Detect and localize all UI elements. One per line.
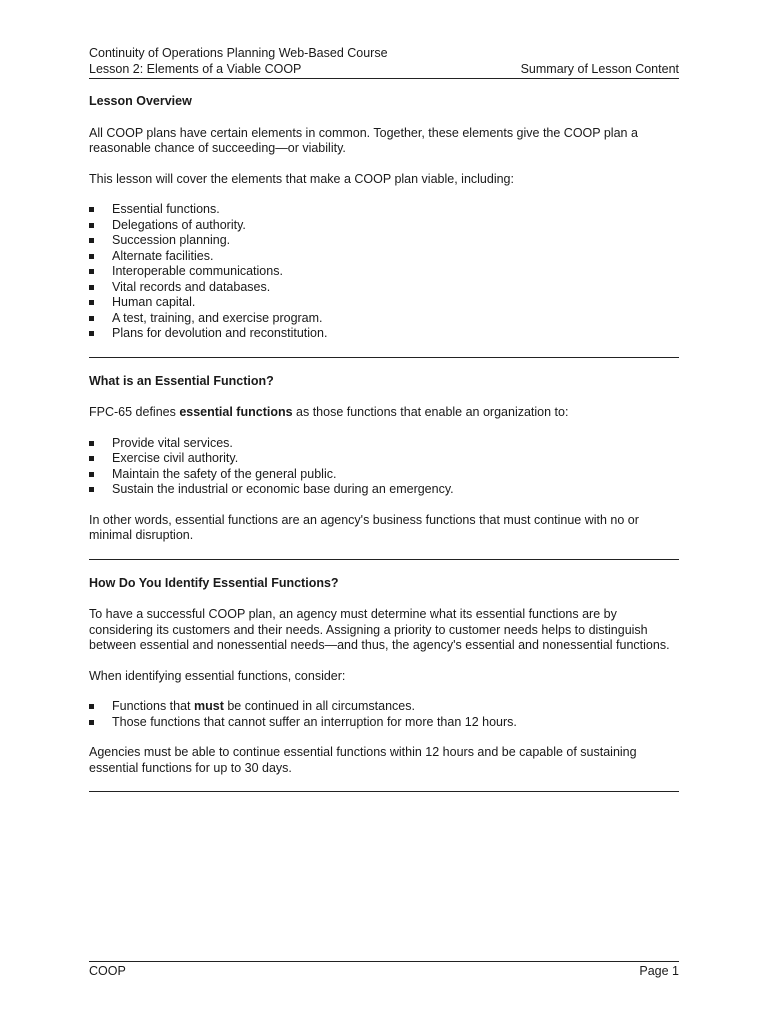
list-item: Maintain the safety of the general public. [89, 467, 679, 483]
square-bullet-icon [89, 300, 94, 305]
paragraph: To have a successful COOP plan, an agency must determine what its essential functions are by considering its customers and their needs. Assigning a priority to customer needs helps to distinguish between essential and nonessential needs—and thus, the agency's essential and nonessential functions. [89, 607, 670, 652]
page-content [89, 94, 679, 808]
list-item: Plans for devolution and reconstitution. [89, 326, 679, 342]
square-bullet-icon [89, 456, 94, 461]
square-bullet-icon [89, 285, 94, 290]
footer-divider [89, 961, 679, 962]
square-bullet-icon [89, 441, 94, 446]
section-identify-functions [89, 576, 679, 793]
list-item: Exercise civil authority. [89, 451, 679, 467]
square-bullet-icon [89, 487, 94, 492]
list-item: Interoperable communications. [89, 264, 679, 280]
paragraph: This lesson will cover the elements that make a COOP plan viable, including: [89, 171, 514, 186]
paragraph: FPC-65 defines essential functions as those functions that enable an organization to: [89, 405, 569, 419]
list-item: A test, training, and exercise program. [89, 311, 679, 327]
section-essential-function [89, 374, 679, 560]
section-divider [89, 357, 679, 358]
header-divider [89, 78, 679, 79]
bold-term: must [194, 699, 224, 713]
page-number: Page 1 [639, 964, 679, 978]
list-item: Provide vital services. [89, 436, 679, 452]
square-bullet-icon [89, 704, 94, 709]
list-item: Essential functions. [89, 202, 679, 218]
bullet-list [89, 436, 679, 498]
section-divider [89, 559, 679, 560]
list-item: Succession planning. [89, 233, 679, 249]
section-heading: What is an Essential Function? [89, 373, 274, 388]
bold-term: essential functions [179, 405, 293, 419]
list-item: Delegations of authority. [89, 218, 679, 234]
list-item: Vital records and databases. [89, 280, 679, 296]
section-heading: How Do You Identify Essential Functions? [89, 575, 339, 590]
paragraph: When identifying essential functions, consider: [89, 668, 346, 683]
list-item: Alternate facilities. [89, 249, 679, 265]
page-footer [89, 963, 679, 979]
footer-label: COOP [89, 964, 126, 978]
course-title: Continuity of Operations Planning Web-Based Course [89, 46, 388, 60]
list-item: Functions that must be continued in all circumstances. [89, 699, 679, 715]
list-item: Human capital. [89, 295, 679, 311]
section-divider [89, 791, 679, 792]
paragraph: Agencies must be able to continue essential functions within 12 hours and be capable of sustaining essential functions for up to 30 days. [89, 745, 637, 775]
square-bullet-icon [89, 472, 94, 477]
page-header [89, 45, 679, 77]
lesson-title: Lesson 2: Elements of a Viable COOP [89, 62, 302, 76]
list-item: Sustain the industrial or economic base during an emergency. [89, 482, 679, 498]
summary-label: Summary of Lesson Content [520, 62, 679, 76]
section-heading: Lesson Overview [89, 94, 192, 108]
square-bullet-icon [89, 316, 94, 321]
square-bullet-icon [89, 223, 94, 228]
square-bullet-icon [89, 331, 94, 336]
list-item: Those functions that cannot suffer an interruption for more than 12 hours. [89, 715, 679, 731]
bullet-list [89, 202, 679, 342]
section-lesson-overview [89, 94, 679, 358]
square-bullet-icon [89, 269, 94, 274]
square-bullet-icon [89, 238, 94, 243]
square-bullet-icon [89, 207, 94, 212]
bullet-list [89, 699, 679, 730]
square-bullet-icon [89, 720, 94, 725]
square-bullet-icon [89, 254, 94, 259]
paragraph: In other words, essential functions are an agency's business functions that must continue with no or minimal disruption. [89, 512, 639, 542]
paragraph: All COOP plans have certain elements in common. Together, these elements give the COOP plan a reasonable chance of succeeding—or viability. [89, 125, 638, 155]
